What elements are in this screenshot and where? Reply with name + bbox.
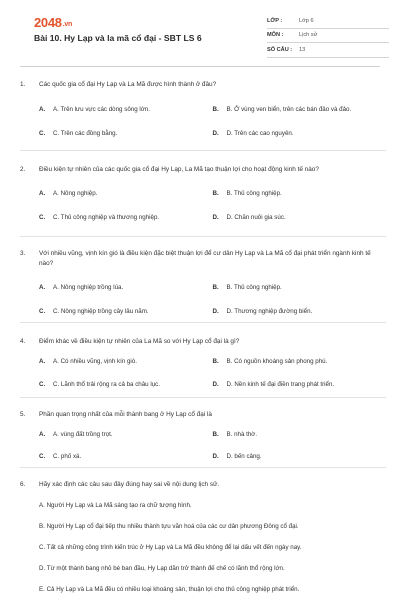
question-list	[20, 74, 386, 600]
option-letter: A.	[39, 283, 46, 291]
question-number: 2.	[20, 166, 26, 173]
logo-suffix: .vn	[62, 21, 72, 28]
question-header	[20, 249, 386, 269]
meta-value: Lớp 6	[299, 17, 314, 24]
answer-option-c[interactable]	[39, 124, 213, 142]
question-text: Hãy xác định các câu sau đây đúng hay sai về nội dung lịch sử.	[39, 481, 220, 488]
option-text: B. nhà thờ.	[226, 430, 258, 438]
answer-option-c[interactable]	[39, 208, 213, 226]
option-text: D. Thương nghiệp đường biển.	[226, 307, 313, 315]
statement-b[interactable]: B. Người Hy Lạp cổ đại tiếp thu nhiều thành tựu văn hoá của các cư dân phương Đông cổ đại.	[39, 523, 299, 530]
option-text: A. Có nhiều vũng, vịnh kín gió.	[53, 357, 137, 365]
option-text: B. Có nguồn khoáng sản phong phú.	[226, 357, 328, 365]
option-letter: C.	[39, 307, 46, 315]
option-letter: D.	[212, 307, 219, 315]
answer-options	[39, 425, 386, 465]
option-letter: D.	[212, 380, 219, 388]
option-text: B. Thủ công nghiệp.	[226, 189, 282, 197]
option-letter: D.	[212, 213, 219, 221]
question-number: 1.	[20, 81, 26, 88]
option-letter: C.	[39, 129, 46, 137]
statement-e[interactable]: E. Cả Hy Lạp và La Mã đều có nhiều loại khoáng sản, thuận lợi cho thủ công nghiệp phát triển.	[39, 586, 300, 593]
meta-row-count	[267, 43, 389, 58]
statement-d[interactable]: D. Từ một thành bang nhỏ bé ban đầu, Hy Lạp dần trở thành đế chế có lãnh thổ rộng lớn.	[39, 565, 285, 572]
answer-option-b[interactable]	[213, 184, 387, 202]
option-text: D. Nền kinh tế đại điền trang phát triển.	[226, 380, 335, 388]
answer-option-b[interactable]	[213, 100, 387, 118]
option-text: B. Ở vùng ven biển, trên các bán đảo và đảo.	[226, 105, 352, 113]
question-number: 5.	[20, 411, 26, 418]
answer-option-d[interactable]	[213, 447, 387, 465]
answer-option-d[interactable]	[213, 302, 387, 320]
statement-a[interactable]: A. Người Hy Lạp và La Mã sáng tạo ra chữ tượng hình.	[39, 502, 192, 509]
question-text: Phần quan trọng nhất của mỗi thành bang ở Hy Lạp cổ đại là	[39, 411, 212, 418]
option-text: D. Chăn nuôi gia súc.	[226, 213, 286, 221]
question-header	[20, 337, 386, 347]
worksheet-header	[14, 0, 386, 66]
meta-info-box	[267, 14, 389, 58]
answer-option-a[interactable]	[39, 184, 213, 202]
answer-option-b[interactable]	[213, 425, 387, 443]
option-letter: B.	[212, 430, 219, 438]
option-letter: A.	[39, 189, 46, 197]
answer-option-c[interactable]	[39, 447, 213, 465]
option-text: C. Trên các đồng bằng.	[53, 129, 118, 137]
option-text: A. Trên lưu vực các dòng sông lớn.	[53, 105, 150, 113]
answer-options	[39, 352, 386, 393]
answer-option-b[interactable]	[213, 352, 387, 370]
option-letter: B.	[212, 357, 219, 365]
answer-option-d[interactable]	[213, 375, 387, 393]
question-header	[20, 410, 386, 420]
question-4	[20, 322, 386, 397]
question-6	[20, 467, 386, 600]
option-letter: A.	[39, 105, 46, 113]
option-letter: B.	[212, 283, 219, 291]
question-5	[20, 397, 386, 467]
question-number: 4.	[20, 338, 26, 345]
question-header	[20, 165, 386, 175]
logo-text: 2048	[34, 15, 62, 30]
answer-option-b[interactable]	[213, 278, 387, 296]
meta-row-grade	[267, 14, 389, 29]
statement-c[interactable]: C. Tất cả những công trình kiến trúc ở Hy Lạp và La Mã đều không để lại dấu vết đến ngày nay.	[39, 544, 302, 551]
meta-value: 13	[299, 46, 306, 53]
option-letter: C.	[39, 380, 46, 388]
true-false-statements	[39, 495, 386, 600]
option-letter: B.	[212, 105, 219, 113]
meta-label: LỚP :	[267, 17, 283, 24]
question-number: 3.	[20, 250, 26, 257]
answer-option-a[interactable]	[39, 425, 213, 443]
option-letter: C.	[39, 213, 46, 221]
meta-value: Lịch sử	[299, 32, 318, 39]
answer-option-a[interactable]	[39, 352, 213, 370]
option-text: C. Thủ công nghiệp và thương nghiệp.	[53, 213, 160, 221]
answer-option-c[interactable]	[39, 302, 213, 320]
header-divider	[20, 66, 380, 67]
option-text: C. phố xá.	[53, 452, 82, 460]
question-3	[20, 236, 386, 322]
option-letter: D.	[212, 129, 219, 137]
meta-row-subject	[267, 29, 389, 44]
answer-option-d[interactable]	[213, 124, 387, 142]
answer-option-c[interactable]	[39, 375, 213, 393]
option-letter: D.	[212, 452, 219, 460]
option-text: A. Nông nghiệp trồng lúa.	[53, 283, 124, 291]
option-text: B. Thủ công nghiệp.	[226, 283, 282, 291]
answer-option-a[interactable]	[39, 100, 213, 118]
question-header	[20, 480, 386, 490]
meta-label: MÔN :	[267, 32, 284, 39]
answer-options	[39, 184, 386, 226]
option-text: C. Lãnh thổ trải rộng ra cả ba châu lục.	[53, 380, 160, 388]
option-text: D. Trên các cao nguyên.	[226, 129, 294, 137]
option-text: D. bến cảng.	[226, 452, 262, 460]
answer-options	[39, 100, 386, 142]
site-logo[interactable]	[34, 15, 72, 30]
option-letter: A.	[39, 357, 46, 365]
option-letter: A.	[39, 430, 46, 438]
question-text: Điểm khác về điều kiện tự nhiên của La Mã so với Hy Lạp cổ đại là gì?	[39, 338, 240, 345]
meta-label: SỐ CÂU :	[267, 46, 293, 53]
option-letter: C.	[39, 452, 46, 460]
option-text: A. Nông nghiệp.	[53, 189, 98, 197]
answer-option-d[interactable]	[213, 208, 387, 226]
option-letter: B.	[212, 189, 219, 197]
question-2	[20, 150, 386, 236]
answer-options	[39, 278, 386, 320]
question-number: 6.	[20, 481, 26, 488]
question-text: Các quốc gia cổ đại Hy Lạp và La Mã được hình thành ở đâu?	[39, 81, 217, 88]
answer-option-a[interactable]	[39, 278, 213, 296]
question-text: Điều kiện tự nhiên của các quốc gia cổ đại Hy Lạp, La Mã tạo thuận lợi cho hoạt động kinh tế nào?	[39, 166, 319, 173]
question-header	[20, 80, 386, 90]
option-text: A. vùng đất trồng trọt.	[53, 430, 113, 438]
option-text: C. Nông nghiệp trồng cây lâu năm.	[53, 307, 149, 315]
document-title: Bài 10. Hy Lạp và la mã cổ đại - SBT LS 6	[34, 33, 202, 43]
question-text: Với nhiều vũng, vịnh kín gió là điều kiện đặc biệt thuận lợi để cư dân Hy Lạp và La Mã cổ đại phát triển ngành kinh tế nào?	[39, 250, 371, 267]
question-1	[20, 74, 386, 150]
